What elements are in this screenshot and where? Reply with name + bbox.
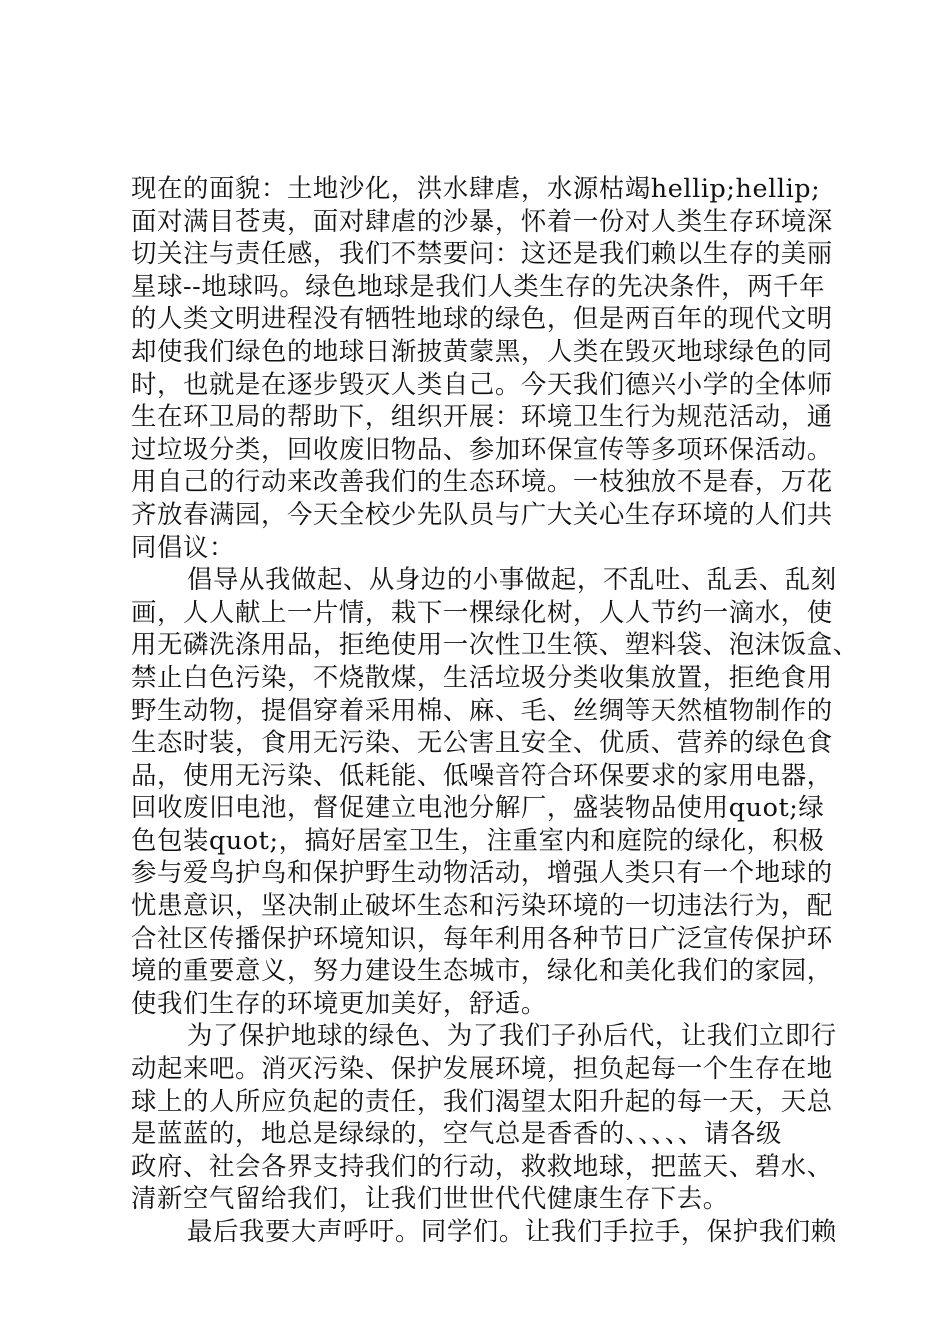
text-line: 野生动物，提倡穿着采用棉、麻、毛、丝绸等天然植物制作的 — [131, 694, 833, 725]
paragraph-first-line: 最后我要大声呼吁。同学们。让我们手拉手，保护我们赖 — [187, 1216, 837, 1246]
paragraph-first-line: 为了保护地球的绿色、为了我们子孙后代，让我们立即行 — [187, 1020, 837, 1051]
text-line: 使我们生存的环境更加美好，舒适。 — [131, 987, 547, 1018]
paragraph-first-line: 倡导从我做起、从身边的小事做起，不乱吐、乱丢、乱刻 — [187, 564, 837, 595]
text-line: 的人类文明进程没有牺牲地球的绿色，但是两百年的现代文明 — [131, 303, 833, 334]
text-line: 用无磷洗涤用品，拒绝使用一次性卫生筷、塑料袋、泡沫饭盒、 — [131, 629, 859, 660]
text-line: 境的重要意义，努力建设生态城市，绿化和美化我们的家园， — [131, 955, 833, 986]
text-line: 时，也就是在逐步毁灭人类自己。今天我们德兴小学的全体师 — [131, 368, 833, 399]
text-line: 齐放春满园，今天全校少先队员与广大关心生存环境的人们共 — [131, 498, 833, 529]
text-line: 禁止白色污染，不烧散煤，生活垃圾分类收集放置，拒绝食用 — [131, 661, 833, 692]
text-line: 忧患意识，坚决制止破坏生态和污染环境的一切违法行为，配 — [131, 890, 833, 921]
text-line: 画，人人献上一片情，栽下一棵绿化树，人人节约一滴水，使 — [131, 596, 833, 627]
text-line: 生在环卫局的帮助下，组织开展：环境卫生行为规范活动，通 — [131, 401, 833, 432]
text-line: 球上的人所应负起的责任，我们渴望太阳升起的每一天，天总 — [131, 1085, 833, 1116]
text-line: 切关注与责任感，我们不禁要问：这还是我们赖以生存的美丽 — [131, 238, 833, 269]
text-line: 用自己的行动来改善我们的生态环境。一枝独放不是春，万花 — [131, 466, 833, 497]
text-line: 品，使用无污染、低耗能、低噪音符合环保要求的家用电器， — [131, 759, 833, 790]
text-line: 是蓝蓝的，地总是绿绿的，空气总是香香的、、、、、请各级 — [131, 1118, 782, 1149]
body-text — [131, 172, 859, 1248]
text-line: 生态时装，食用无污染、无公害且安全、优质、营养的绿色食 — [131, 727, 833, 758]
text-line: 面对满目苍夷，面对肆虐的沙暴，怀着一份对人类生存环境深 — [131, 205, 833, 236]
text-line: 同倡议： — [131, 531, 235, 562]
text-line: 却使我们绿色的地球日渐披黄蒙黑，人类在毁灭地球绿色的同 — [131, 335, 833, 366]
text-line: 参与爱鸟护鸟和保护野生动物活动，增强人类只有一个地球的 — [131, 857, 833, 888]
text-line: 清新空气留给我们，让我们世世代代健康生存下去。 — [131, 1183, 729, 1214]
text-line: 星球--地球吗。绿色地球是我们人类生存的先决条件，两千年 — [131, 270, 826, 301]
text-line: 动起来吧。消灭污染、保护发展环境，担负起每一个生存在地 — [131, 1053, 833, 1084]
text-line: 现在的面貌：土地沙化，洪水肆虐，水源枯竭hellip;hellip; — [131, 173, 821, 203]
text-line: 政府、社会各界支持我们的行动，救救地球，把蓝天、碧水、 — [131, 1150, 833, 1181]
text-line: 回收废旧电池，督促建立电池分解厂，盛装物品使用quot;绿 — [131, 792, 825, 823]
text-line: 过垃圾分类，回收废旧物品、参加环保宣传等多项环保活动。 — [131, 433, 833, 464]
text-line: 色包装quot;，搞好居室卫生，注重室内和庭院的绿化，积极 — [131, 824, 825, 855]
text-line: 合社区传播保护环境知识，每年利用各种节日广泛宣传保护环 — [131, 922, 833, 953]
